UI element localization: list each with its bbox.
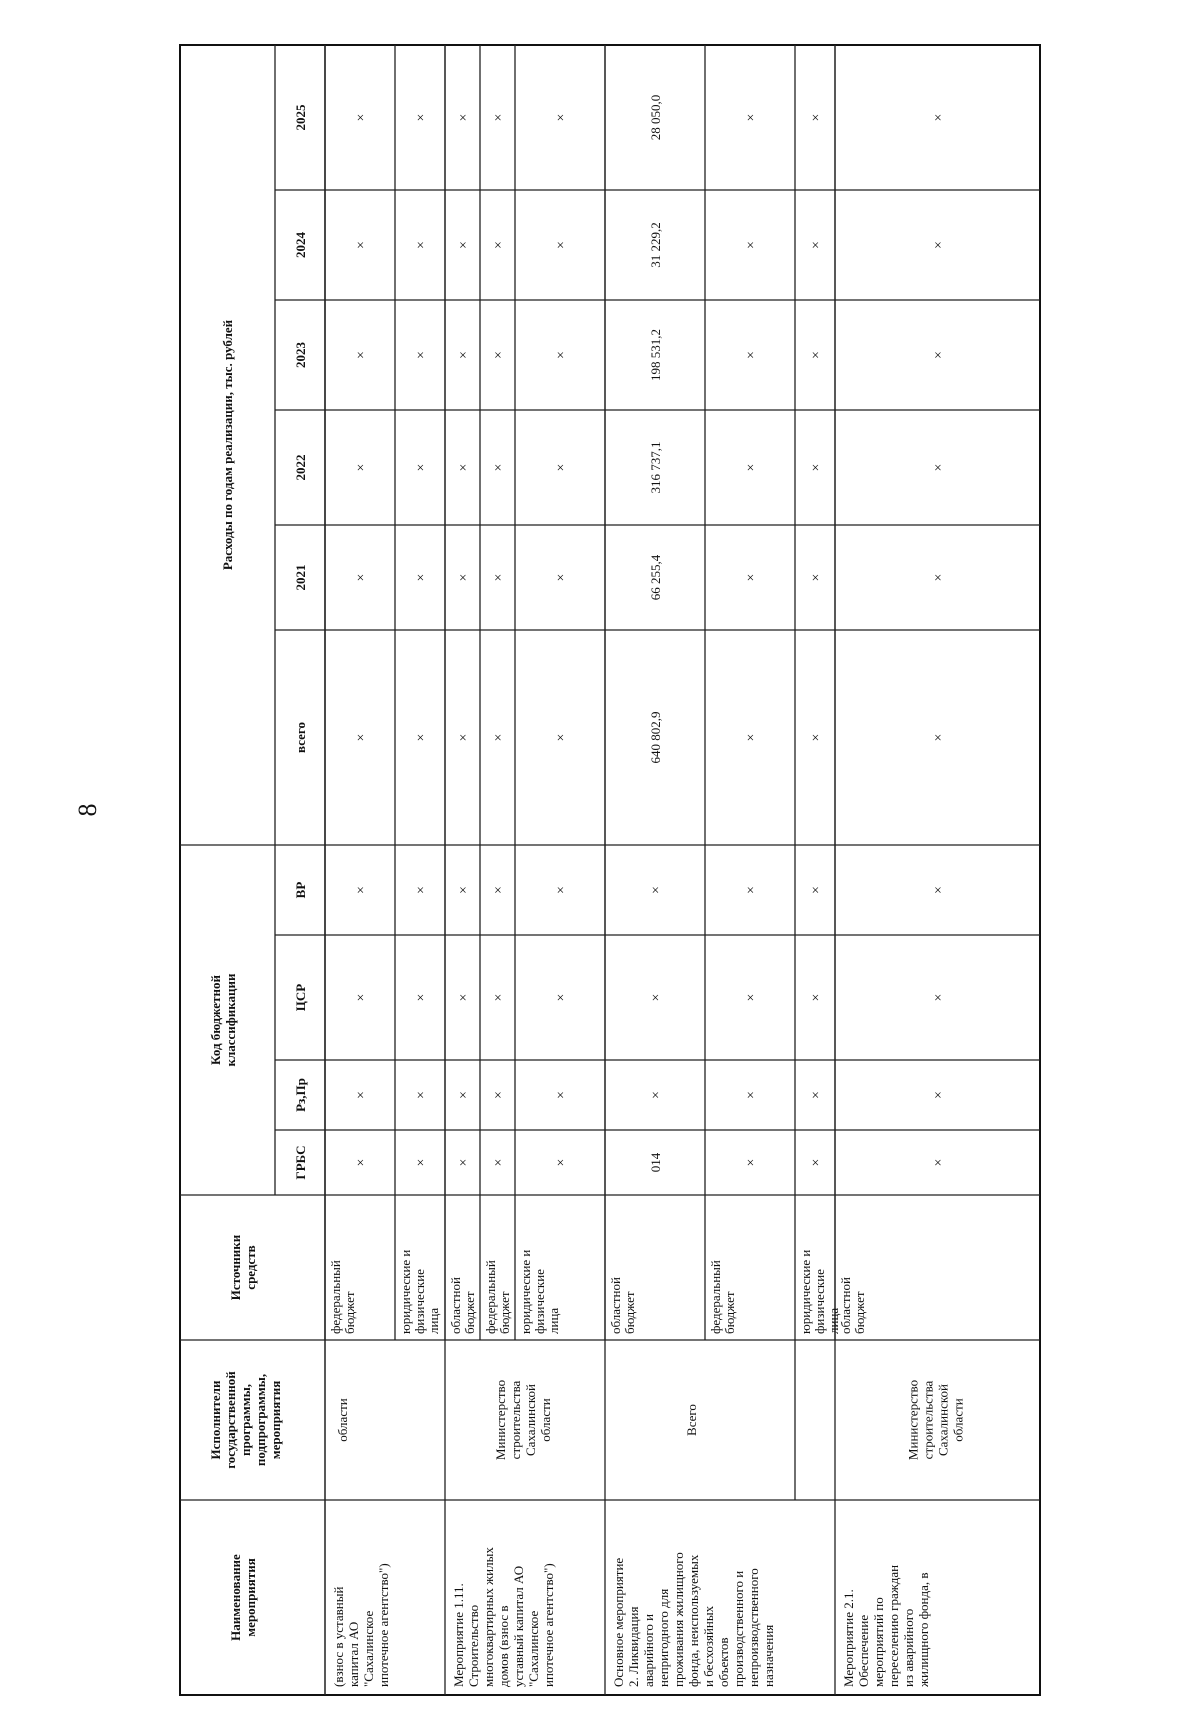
group-name-3-line: Обеспечение bbox=[856, 1614, 871, 1687]
row-0-y2021 bbox=[354, 574, 369, 582]
group-name-2-line: назначения bbox=[761, 1624, 776, 1687]
row-8-rzpr-line: × bbox=[931, 1091, 947, 1099]
row-0-y2022-line: × bbox=[354, 463, 369, 472]
row-source-2-line: бюджет bbox=[462, 1291, 477, 1334]
row-8-total-line: × bbox=[931, 733, 947, 742]
row-0-vr bbox=[354, 886, 369, 894]
row-2-y2021 bbox=[457, 574, 472, 582]
row-6-y2025-line: × bbox=[744, 113, 759, 122]
row-1-y2021 bbox=[414, 574, 429, 582]
row-7-y2023 bbox=[809, 351, 824, 359]
row-source-8-line: бюджет bbox=[852, 1291, 867, 1334]
group-executor-3-line: Министерство bbox=[905, 1379, 921, 1461]
row-5-total-line: 640 802,9 bbox=[648, 711, 663, 764]
row-6-y2023 bbox=[744, 351, 759, 359]
row-3-y2022-line: × bbox=[491, 463, 507, 472]
group-executor-1-line: области bbox=[538, 1398, 553, 1442]
row-4-y2023-line: × bbox=[554, 351, 569, 359]
row-source-8 bbox=[838, 1277, 867, 1334]
group-name-0-line: (взнос в уставный bbox=[331, 1586, 346, 1687]
header-source-line: Источники bbox=[228, 1234, 243, 1301]
row-3-total bbox=[492, 734, 507, 742]
row-8-grbs bbox=[932, 1159, 947, 1167]
group-name-2-line: производственного и bbox=[731, 1570, 746, 1687]
header-expenses-group bbox=[220, 319, 235, 570]
row-0-y2022 bbox=[354, 464, 369, 472]
row-8-csr bbox=[932, 994, 947, 1002]
row-1-vr-line: × bbox=[414, 886, 429, 894]
row-source-1-line: физические bbox=[412, 1269, 427, 1334]
row-6-y2021-line: × bbox=[744, 573, 759, 582]
row-3-csr-line: × bbox=[491, 993, 507, 1002]
row-1-y2024-line: × bbox=[414, 241, 429, 249]
row-5-rzpr-line: × bbox=[649, 1091, 664, 1099]
row-source-8-line: областной bbox=[838, 1277, 853, 1334]
group-name-3-line: переселению граждан bbox=[886, 1564, 901, 1687]
row-7-y2021-line: × bbox=[809, 573, 824, 582]
row-3-y2021-line: × bbox=[491, 573, 507, 582]
header-source bbox=[228, 1234, 258, 1300]
row-5-csr-line: × bbox=[649, 993, 664, 1002]
row-source-5-line: бюджет bbox=[622, 1291, 637, 1334]
row-3-y2022 bbox=[492, 464, 507, 472]
row-2-y2021-line: × bbox=[456, 573, 472, 582]
row-6-y2024-line: × bbox=[744, 241, 759, 249]
row-8-y2023-line: × bbox=[931, 351, 947, 359]
row-1-csr-line: × bbox=[414, 993, 429, 1002]
row-source-5-line: областной bbox=[608, 1277, 623, 1334]
group-name-2-line: Основное мероприятие bbox=[611, 1557, 626, 1687]
row-8-y2023 bbox=[932, 351, 947, 359]
group-executor-0-line: области bbox=[335, 1398, 350, 1442]
group-name-2-line: и бесхозяйных bbox=[701, 1605, 716, 1687]
row-2-csr-line: × bbox=[456, 993, 472, 1002]
row-3-grbs-line: × bbox=[491, 1158, 507, 1167]
group-name-2-line: объектов bbox=[716, 1637, 731, 1687]
row-4-grbs bbox=[554, 1159, 569, 1167]
row-0-y2025-line: × bbox=[354, 113, 369, 122]
row-4-rzpr bbox=[554, 1091, 569, 1099]
row-3-y2023-line: × bbox=[491, 351, 507, 359]
row-7-total-line: × bbox=[809, 733, 824, 742]
row-source-2-line: областной bbox=[448, 1277, 463, 1334]
header-source-line: средств bbox=[243, 1245, 258, 1290]
group-name-1-line: многоквартирных жилых bbox=[481, 1547, 496, 1687]
row-source-0-line: федеральный bbox=[328, 1260, 343, 1334]
row-1-y2023-line: × bbox=[414, 351, 429, 359]
row-2-y2022-line: × bbox=[456, 463, 472, 472]
row-7-rzpr bbox=[809, 1091, 824, 1099]
row-7-vr bbox=[809, 886, 824, 894]
row-1-y2022 bbox=[414, 464, 429, 472]
row-7-y2025 bbox=[809, 114, 824, 122]
row-1-y2025-line: × bbox=[414, 113, 429, 122]
row-1-total-line: × bbox=[414, 733, 429, 742]
header-csr-line: ЦСР bbox=[293, 983, 308, 1012]
group-name-3 bbox=[841, 1565, 931, 1688]
row-8-y2025 bbox=[932, 114, 947, 122]
row-0-y2024 bbox=[354, 241, 369, 249]
group-name-3-line: Мероприятие 2.1. bbox=[841, 1589, 856, 1687]
row-7-y2023-line: × bbox=[809, 351, 824, 359]
group-name-2-line: 2. Ликвидация bbox=[626, 1606, 641, 1687]
table-body bbox=[328, 95, 966, 1688]
row-5-y2024-line: 31 229,2 bbox=[648, 222, 663, 268]
row-2-y2025 bbox=[457, 114, 472, 122]
row-4-y2025 bbox=[554, 114, 569, 122]
row-7-y2024 bbox=[809, 241, 824, 249]
row-0-y2023-line: × bbox=[354, 351, 369, 359]
row-2-y2022 bbox=[457, 464, 472, 472]
row-4-y2021 bbox=[554, 574, 569, 582]
row-0-csr-line: × bbox=[354, 993, 369, 1002]
row-3-y2023 bbox=[492, 351, 507, 359]
row-6-y2024 bbox=[744, 241, 759, 249]
row-2-vr bbox=[457, 886, 472, 894]
row-source-7-line: физические bbox=[812, 1269, 827, 1334]
row-source-4 bbox=[518, 1250, 561, 1334]
row-source-4-line: юридические и bbox=[518, 1249, 533, 1334]
group-name-3-line: из аварийного bbox=[901, 1608, 916, 1687]
row-5-y2025-line: 28 050,0 bbox=[648, 94, 663, 141]
row-2-y2024 bbox=[457, 241, 472, 249]
row-8-y2024-line: × bbox=[931, 241, 947, 249]
header-code-group bbox=[208, 973, 238, 1067]
row-3-y2024-line: × bbox=[491, 241, 507, 249]
row-4-rzpr-line: × bbox=[554, 1091, 569, 1099]
row-0-rzpr-line: × bbox=[354, 1091, 369, 1099]
row-2-y2025-line: × bbox=[456, 113, 472, 122]
row-5-vr-line: × bbox=[649, 886, 664, 894]
header-y2025-line: 2025 bbox=[293, 104, 308, 131]
row-7-csr-line: × bbox=[809, 993, 824, 1002]
group-name-2-line: непригодного для bbox=[656, 1588, 671, 1687]
row-3-y2025-line: × bbox=[491, 113, 507, 122]
row-4-grbs-line: × bbox=[554, 1158, 569, 1167]
row-1-csr bbox=[414, 994, 429, 1002]
row-source-1-line: юридические и bbox=[398, 1249, 413, 1334]
row-4-y2024 bbox=[554, 241, 569, 249]
row-5-y2021-line: 66 255,4 bbox=[648, 554, 663, 601]
row-1-rzpr-line: × bbox=[414, 1091, 429, 1099]
row-3-total-line: × bbox=[491, 733, 507, 742]
table-header bbox=[208, 104, 308, 1641]
group-name-0-line: "Сахалинское bbox=[361, 1610, 376, 1687]
row-8-y2022-line: × bbox=[931, 463, 947, 472]
row-1-rzpr bbox=[414, 1091, 429, 1099]
header-csr bbox=[293, 984, 308, 1012]
row-5-csr bbox=[649, 994, 664, 1002]
row-2-y2023 bbox=[457, 351, 472, 359]
header-y2025 bbox=[293, 104, 308, 131]
row-6-y2023-line: × bbox=[744, 351, 759, 359]
group-name-2 bbox=[611, 1552, 776, 1687]
row-8-vr bbox=[932, 886, 947, 894]
row-6-rzpr bbox=[744, 1091, 759, 1099]
group-name-2-line: непроизводственного bbox=[746, 1568, 761, 1687]
row-7-total bbox=[809, 734, 824, 742]
row-2-y2024-line: × bbox=[456, 241, 472, 249]
row-source-3-line: бюджет bbox=[497, 1291, 512, 1334]
row-0-y2024-line: × bbox=[354, 241, 369, 249]
row-2-csr bbox=[457, 994, 472, 1002]
group-executor-3-line: области bbox=[950, 1398, 966, 1442]
group-name-2-line: фонда, неиспользуемых bbox=[686, 1554, 701, 1687]
group-name-0-line: ипотечное агентство") bbox=[376, 1563, 391, 1687]
row-5-y2021 bbox=[648, 554, 663, 600]
row-3-y2021 bbox=[492, 574, 507, 582]
header-total-line: всего bbox=[293, 722, 308, 753]
group-executor-2-line: Всего bbox=[684, 1404, 699, 1436]
row-6-csr-line: × bbox=[744, 993, 759, 1002]
budget-table bbox=[180, 45, 1040, 1695]
row-source-6-line: федеральный bbox=[708, 1260, 723, 1334]
row-1-y2022-line: × bbox=[414, 463, 429, 472]
row-5-grbs bbox=[648, 1152, 663, 1172]
header-y2024-line: 2024 bbox=[293, 232, 308, 258]
row-6-y2021 bbox=[744, 574, 759, 582]
row-1-y2023 bbox=[414, 351, 429, 359]
header-y2023-line: 2023 bbox=[293, 342, 308, 368]
row-1-grbs bbox=[414, 1159, 429, 1167]
row-1-y2021-line: × bbox=[414, 573, 429, 582]
row-0-vr-line: × bbox=[354, 886, 369, 894]
row-5-total bbox=[648, 712, 663, 764]
group-name-1-line: "Сахалинское bbox=[526, 1610, 541, 1687]
row-0-rzpr bbox=[354, 1091, 369, 1099]
header-grbs-line: ГРБС bbox=[293, 1145, 308, 1180]
header-y2021 bbox=[293, 565, 308, 591]
row-6-y2022 bbox=[744, 464, 759, 472]
row-source-6-line: бюджет bbox=[722, 1291, 737, 1334]
row-7-csr bbox=[809, 994, 824, 1002]
row-8-y2022 bbox=[932, 464, 947, 472]
header-code-group-line: Код бюджетной bbox=[208, 975, 223, 1065]
group-name-2-line: проживания жилищного bbox=[671, 1552, 686, 1687]
row-5-grbs-line: 014 bbox=[648, 1152, 663, 1173]
row-3-vr bbox=[492, 886, 507, 894]
row-5-y2023 bbox=[648, 329, 663, 381]
row-6-vr bbox=[744, 886, 759, 894]
header-executor-line: государственной bbox=[223, 1371, 238, 1469]
row-7-y2022-line: × bbox=[809, 463, 824, 472]
row-source-3-line: федеральный bbox=[483, 1260, 498, 1334]
row-source-5 bbox=[608, 1277, 637, 1334]
row-source-4-line: физические bbox=[532, 1269, 547, 1334]
header-executor-line: подпрограммы, bbox=[253, 1373, 268, 1467]
row-source-7-line: юридические и bbox=[798, 1249, 813, 1334]
row-source-1 bbox=[398, 1250, 441, 1334]
row-4-y2023 bbox=[554, 351, 569, 359]
row-3-rzpr-line: × bbox=[491, 1091, 507, 1099]
group-executor-0 bbox=[335, 1398, 350, 1441]
row-6-grbs bbox=[744, 1159, 759, 1167]
row-0-csr bbox=[354, 994, 369, 1002]
row-1-total bbox=[414, 734, 429, 742]
group-name-1-line: ипотечное агентство") bbox=[541, 1563, 556, 1687]
header-executor bbox=[208, 1371, 283, 1469]
group-name-2-line: аварийного и bbox=[641, 1613, 656, 1687]
row-2-grbs bbox=[457, 1159, 472, 1167]
row-0-grbs bbox=[354, 1159, 369, 1167]
header-code-group-line: классификации bbox=[223, 973, 238, 1067]
group-executor-2 bbox=[684, 1404, 699, 1436]
row-4-csr-line: × bbox=[554, 993, 569, 1002]
group-name-0 bbox=[331, 1563, 391, 1687]
header-name-line: мероприятия bbox=[243, 1558, 258, 1637]
row-0-total bbox=[354, 734, 369, 742]
header-executor-line: мероприятия bbox=[268, 1380, 283, 1460]
row-2-total bbox=[457, 734, 472, 742]
row-5-rzpr bbox=[649, 1091, 664, 1099]
header-expenses-group-line: Расходы по годам реализации, тыс. рублей bbox=[220, 319, 235, 571]
group-name-1-line: домов (взнос в bbox=[496, 1605, 511, 1687]
row-2-total-line: × bbox=[456, 733, 472, 742]
row-0-y2025 bbox=[354, 114, 369, 122]
header-y2022 bbox=[293, 455, 308, 481]
row-4-vr-line: × bbox=[554, 886, 569, 894]
group-executor-1-line: Сахалинской bbox=[523, 1384, 538, 1456]
header-y2021-line: 2021 bbox=[293, 564, 308, 591]
group-name-3-line: мероприятий по bbox=[871, 1597, 886, 1687]
row-5-y2025 bbox=[648, 95, 663, 141]
group-name-0-line: капитал АО bbox=[346, 1621, 361, 1687]
row-4-csr bbox=[554, 994, 569, 1002]
row-3-csr bbox=[492, 994, 507, 1002]
row-7-y2022 bbox=[809, 464, 824, 472]
row-8-y2021 bbox=[932, 574, 947, 582]
row-7-y2021 bbox=[809, 574, 824, 582]
group-executor-3-line: строительства bbox=[920, 1380, 936, 1460]
row-4-y2022 bbox=[554, 464, 569, 472]
row-2-y2023-line: × bbox=[456, 351, 472, 359]
row-8-rzpr bbox=[932, 1091, 947, 1099]
group-executor-1-line: Министерство bbox=[493, 1379, 508, 1461]
row-source-2 bbox=[448, 1277, 477, 1334]
row-6-rzpr-line: × bbox=[744, 1091, 759, 1099]
row-source-1-line: лица bbox=[426, 1307, 441, 1334]
row-8-csr-line: × bbox=[931, 993, 947, 1002]
row-4-total-line: × bbox=[554, 733, 569, 742]
row-6-y2025 bbox=[744, 114, 759, 122]
header-vr bbox=[293, 882, 308, 899]
header-y2022-line: 2022 bbox=[293, 454, 308, 481]
row-8-y2021-line: × bbox=[931, 573, 947, 582]
row-5-vr bbox=[649, 886, 664, 894]
row-0-y2023 bbox=[354, 351, 369, 359]
row-6-vr-line: × bbox=[744, 886, 759, 894]
row-4-y2022-line: × bbox=[554, 463, 569, 472]
group-executor-1-line: строительства bbox=[508, 1380, 523, 1460]
row-3-grbs bbox=[492, 1159, 507, 1167]
row-1-y2025 bbox=[414, 114, 429, 122]
row-3-rzpr bbox=[492, 1091, 507, 1099]
group-name-3-line: жилищного фонда, в bbox=[916, 1572, 931, 1687]
header-name-line: Наименование bbox=[228, 1554, 243, 1641]
page-number: 8 bbox=[73, 803, 102, 817]
row-2-rzpr bbox=[457, 1091, 472, 1099]
row-4-total bbox=[554, 734, 569, 742]
row-0-grbs-line: × bbox=[354, 1158, 369, 1167]
row-1-y2024 bbox=[414, 241, 429, 249]
header-executor-line: программы, bbox=[238, 1384, 253, 1456]
header-grbs bbox=[293, 1145, 308, 1179]
row-source-6 bbox=[708, 1260, 737, 1334]
row-7-grbs bbox=[809, 1159, 824, 1167]
header-y2023 bbox=[293, 342, 308, 369]
row-8-grbs-line: × bbox=[931, 1158, 947, 1167]
header-y2024 bbox=[293, 232, 308, 259]
row-8-vr-line: × bbox=[931, 886, 947, 894]
row-8-y2025-line: × bbox=[931, 113, 947, 122]
row-6-total-line: × bbox=[744, 733, 759, 742]
row-1-vr bbox=[414, 886, 429, 894]
group-name-1-line: Мероприятие 1.11. bbox=[451, 1583, 466, 1687]
header-rzpr bbox=[293, 1078, 308, 1112]
header-rzpr-line: Рз,Пр bbox=[293, 1078, 308, 1112]
row-source-0 bbox=[328, 1260, 357, 1334]
header-total bbox=[293, 722, 308, 753]
row-6-total bbox=[744, 734, 759, 742]
row-2-vr-line: × bbox=[456, 886, 472, 894]
row-6-csr bbox=[744, 994, 759, 1002]
row-8-y2024 bbox=[932, 241, 947, 249]
row-3-y2024 bbox=[492, 241, 507, 249]
row-3-vr-line: × bbox=[491, 886, 507, 894]
row-5-y2023-line: 198 531,2 bbox=[648, 329, 663, 381]
row-source-3 bbox=[483, 1260, 512, 1334]
group-name-1 bbox=[451, 1547, 556, 1687]
group-executor-3 bbox=[906, 1380, 966, 1460]
row-4-y2021-line: × bbox=[554, 573, 569, 582]
row-6-y2022-line: × bbox=[744, 463, 759, 472]
row-source-4-line: лица bbox=[546, 1307, 561, 1334]
row-4-y2024-line: × bbox=[554, 241, 569, 249]
row-7-grbs-line: × bbox=[809, 1158, 824, 1167]
row-7-rzpr-line: × bbox=[809, 1091, 824, 1099]
row-5-y2022-line: 316 737,1 bbox=[648, 441, 663, 494]
row-source-0-line: бюджет bbox=[342, 1291, 357, 1334]
header-name bbox=[228, 1554, 258, 1641]
row-3-y2025 bbox=[492, 114, 507, 122]
row-2-grbs-line: × bbox=[456, 1158, 472, 1167]
row-0-y2021-line: × bbox=[354, 573, 369, 582]
row-1-grbs-line: × bbox=[414, 1158, 429, 1167]
row-7-y2025-line: × bbox=[809, 113, 824, 122]
group-executor-3-line: Сахалинской bbox=[935, 1384, 951, 1456]
row-5-y2024 bbox=[648, 222, 663, 268]
row-2-rzpr-line: × bbox=[456, 1091, 472, 1099]
header-executor-line: Исполнители bbox=[208, 1380, 223, 1460]
row-7-y2024-line: × bbox=[809, 241, 824, 249]
row-6-grbs-line: × bbox=[744, 1158, 759, 1167]
group-name-1-line: Строительство bbox=[466, 1604, 481, 1687]
row-5-y2022 bbox=[648, 442, 663, 494]
group-name-1-line: уставный капитал АО bbox=[511, 1565, 526, 1687]
row-7-vr-line: × bbox=[809, 886, 824, 894]
row-8-total bbox=[932, 734, 947, 742]
group-executor-1 bbox=[493, 1380, 553, 1460]
row-4-vr bbox=[554, 886, 569, 894]
row-0-total-line: × bbox=[354, 733, 369, 742]
row-4-y2025-line: × bbox=[554, 113, 569, 122]
row-source-7-line: лица bbox=[826, 1307, 841, 1334]
header-vr-line: ВР bbox=[293, 881, 308, 899]
